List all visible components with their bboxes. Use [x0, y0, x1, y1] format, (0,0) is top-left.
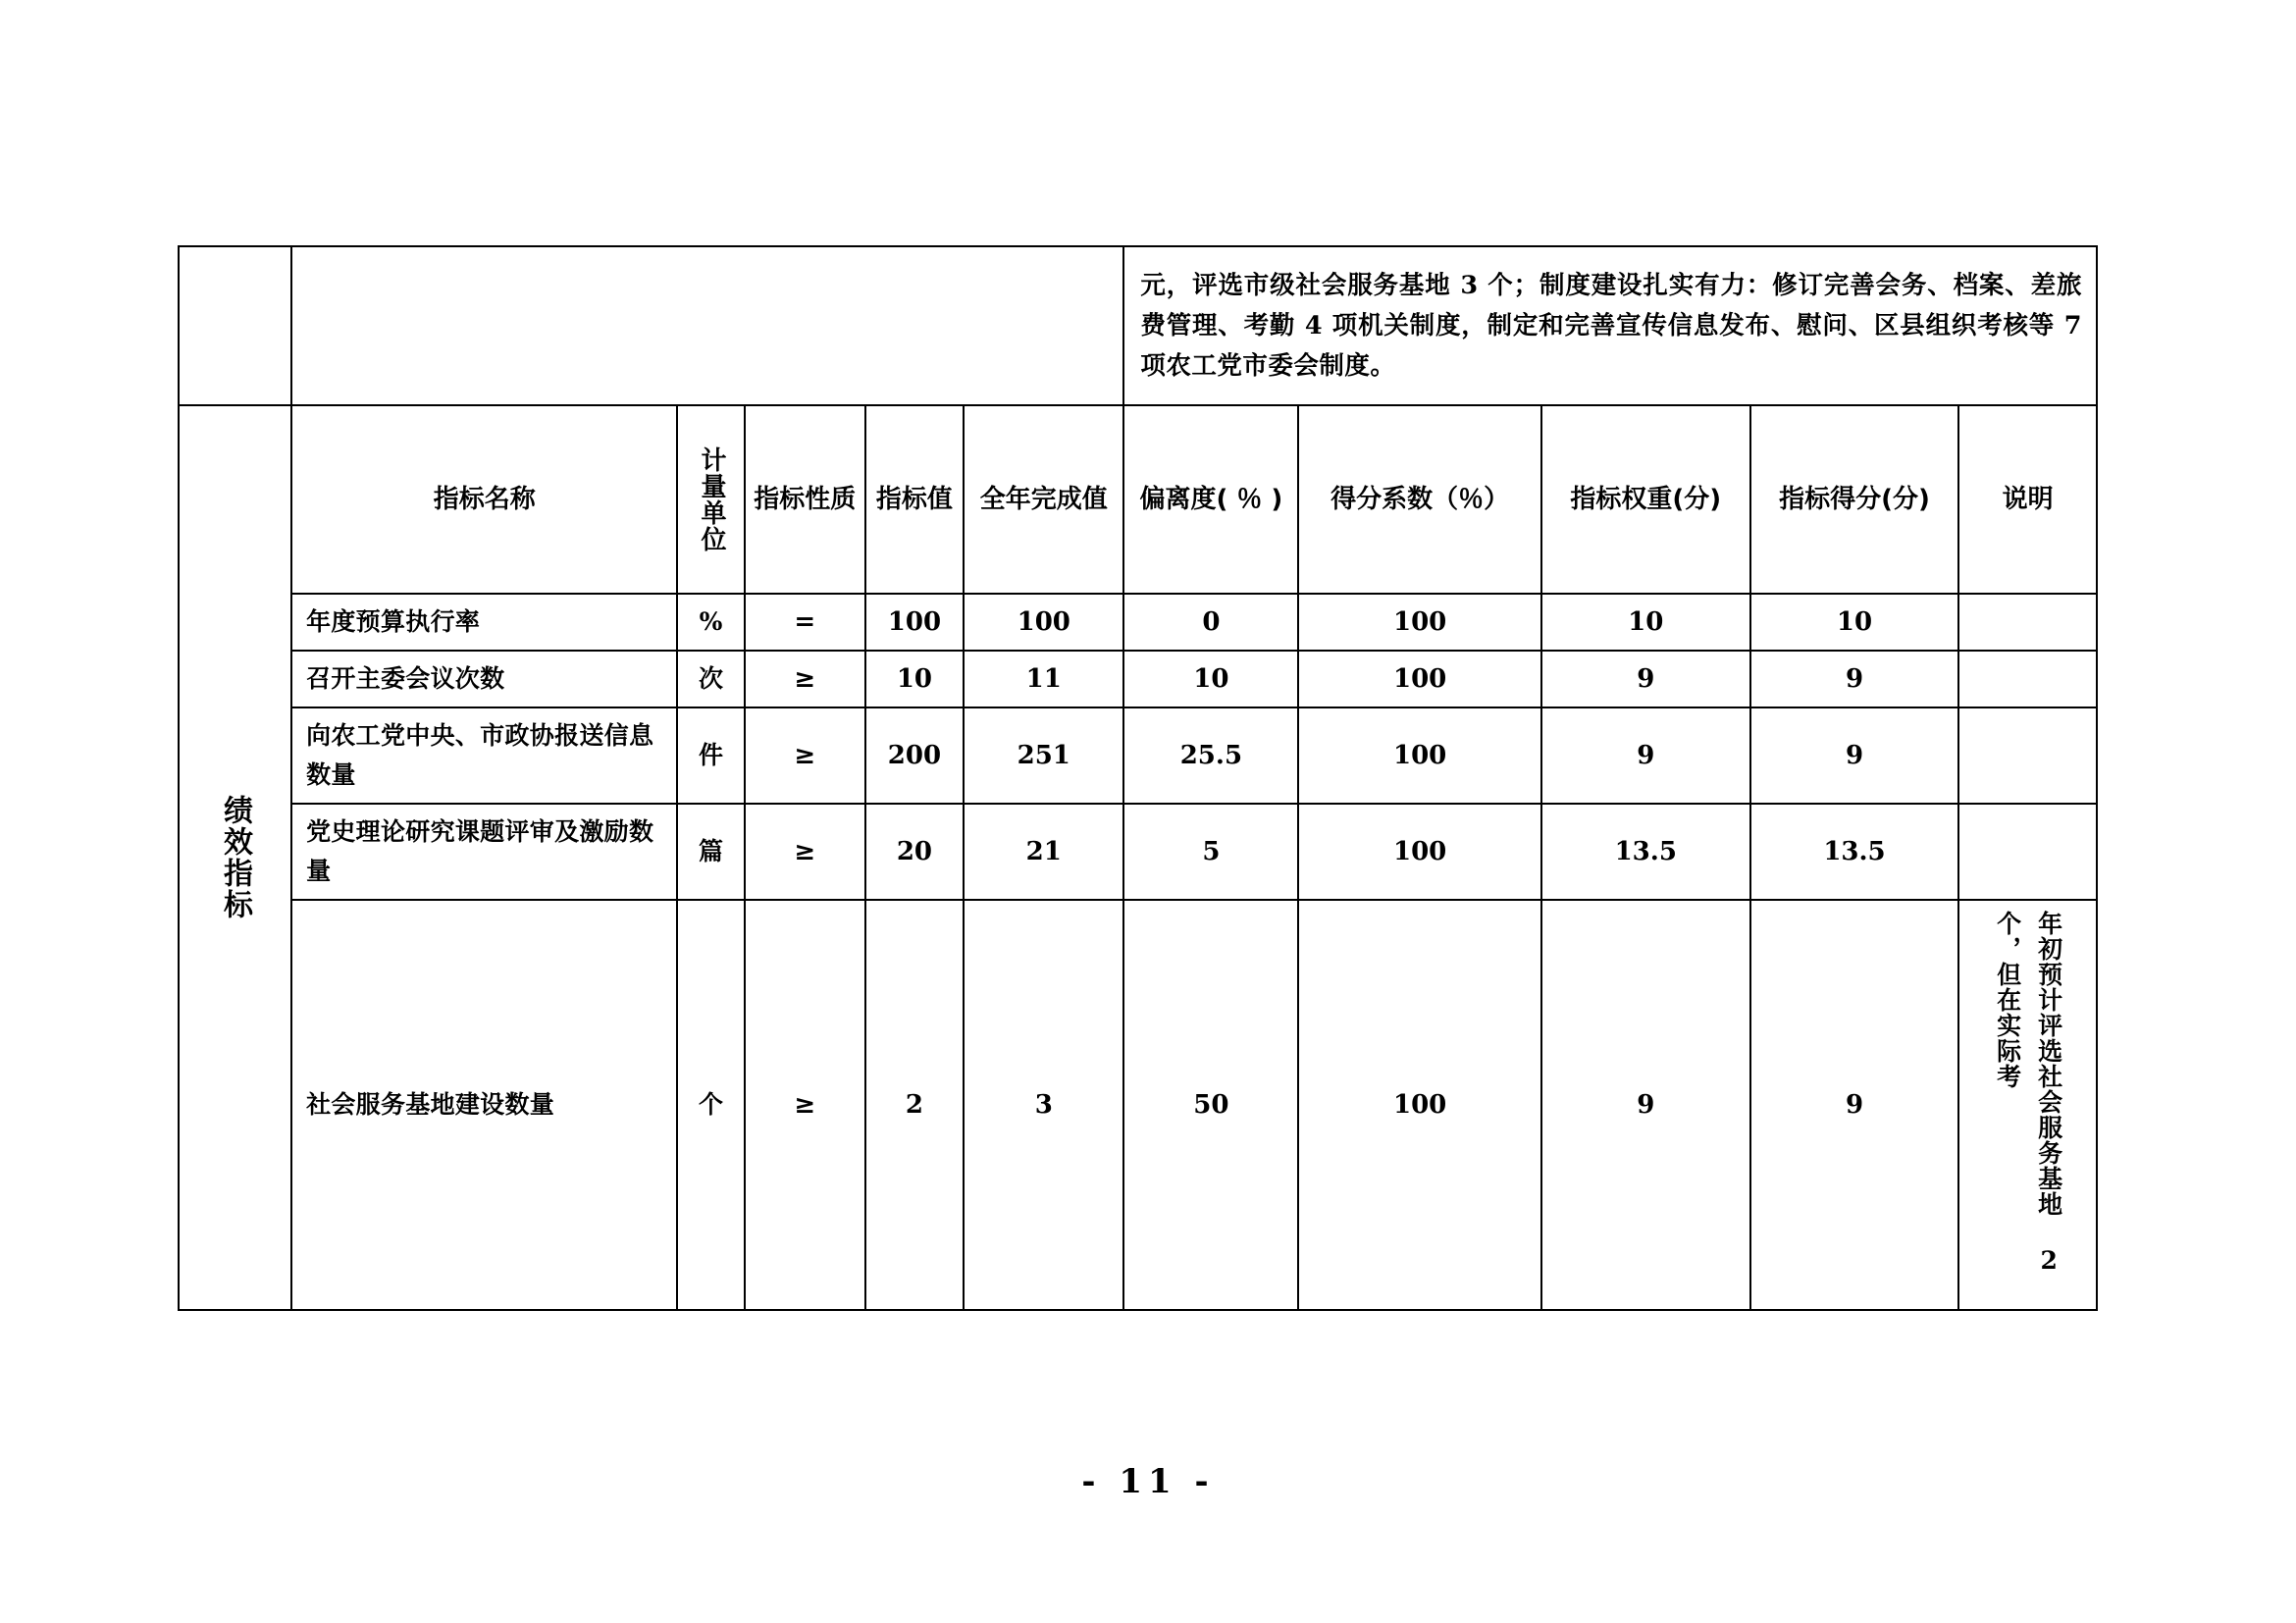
table-row	[179, 651, 2097, 707]
page-number: - 11 -	[1081, 1462, 1215, 1501]
cell-coefficient: 100	[1298, 804, 1541, 900]
cell-target: 200	[865, 707, 964, 804]
table-row	[179, 594, 2097, 651]
cell-deviation: 10	[1123, 651, 1298, 707]
table-header-row	[179, 405, 2097, 594]
cell-nature: ≥	[745, 707, 865, 804]
cell-unit: %	[677, 594, 744, 651]
cell-unit: 个	[677, 900, 744, 1310]
continuation-paragraph: 元，评选市级社会服务基地 3 个；制度建设扎实有力：修订完善会务、档案、差旅费管理、考勤 4 项机关制度，制定和完善宣传信息发布、慰问、区县组织考核等 7 项农工党市委会制度。	[1140, 270, 2082, 381]
cell-weight: 9	[1541, 651, 1750, 707]
cell-weight: 13.5	[1541, 804, 1750, 900]
performance-indicator-table	[178, 245, 2098, 1311]
cell-indicator-name: 召开主委会议次数	[291, 651, 677, 707]
cell-remark	[1958, 900, 2097, 1310]
cell-target: 20	[865, 804, 964, 900]
cell-score: 9	[1750, 651, 1959, 707]
cell-remark	[1958, 651, 2097, 707]
header-weight: 指标权重(分)	[1541, 405, 1750, 594]
cell-remark	[1958, 804, 2097, 900]
cell-actual: 251	[964, 707, 1123, 804]
cell-weight: 9	[1541, 900, 1750, 1310]
continuation-category-cell	[179, 246, 291, 405]
cell-nature: ≥	[745, 804, 865, 900]
table-row	[179, 707, 2097, 804]
cell-score: 9	[1750, 900, 1959, 1310]
cell-indicator-name: 年度预算执行率	[291, 594, 677, 651]
cell-coefficient: 100	[1298, 594, 1541, 651]
cell-actual: 100	[964, 594, 1123, 651]
remark-vertical-text: 年初预计评选社会服务基地 2 个，但在实际考	[1993, 911, 2063, 1276]
header-score-coefficient: 得分系数（％）	[1298, 405, 1541, 594]
cell-unit: 篇	[677, 804, 744, 900]
table-row	[179, 804, 2097, 900]
cell-weight: 10	[1541, 594, 1750, 651]
continuation-row	[179, 246, 2097, 405]
header-deviation: 偏离度( ％ )	[1123, 405, 1298, 594]
cell-remark	[1958, 707, 2097, 804]
cell-score: 9	[1750, 707, 1959, 804]
cell-coefficient: 100	[1298, 651, 1541, 707]
cell-deviation: 0	[1123, 594, 1298, 651]
cell-actual: 11	[964, 651, 1123, 707]
cell-unit: 件	[677, 707, 744, 804]
header-target-value: 指标值	[865, 405, 964, 594]
cell-indicator-name: 党史理论研究课题评审及激励数量	[291, 804, 677, 900]
cell-score: 10	[1750, 594, 1959, 651]
cell-actual: 21	[964, 804, 1123, 900]
category-cell	[179, 405, 291, 1310]
header-score: 指标得分(分)	[1750, 405, 1959, 594]
table-row	[179, 900, 2097, 1310]
cell-target: 2	[865, 900, 964, 1310]
cell-nature: ≥	[745, 651, 865, 707]
cell-indicator-name: 向农工党中央、市政协报送信息数量	[291, 707, 677, 804]
cell-target: 100	[865, 594, 964, 651]
cell-target: 10	[865, 651, 964, 707]
continuation-text-cell	[1123, 246, 2097, 405]
continuation-spacer-cell	[291, 246, 1123, 405]
header-annual-actual: 全年完成值	[964, 405, 1123, 594]
cell-actual: 3	[964, 900, 1123, 1310]
cell-deviation: 50	[1123, 900, 1298, 1310]
cell-weight: 9	[1541, 707, 1750, 804]
cell-score: 13.5	[1750, 804, 1959, 900]
cell-nature: ≥	[745, 900, 865, 1310]
cell-indicator-name: 社会服务基地建设数量	[291, 900, 677, 1310]
header-indicator-name: 指标名称	[291, 405, 677, 594]
category-label: 绩效指标	[218, 795, 253, 920]
header-remark: 说明	[1958, 405, 2097, 594]
cell-deviation: 25.5	[1123, 707, 1298, 804]
cell-nature: =	[745, 594, 865, 651]
cell-remark	[1958, 594, 2097, 651]
header-unit: 计量单位	[677, 405, 744, 594]
cell-unit: 次	[677, 651, 744, 707]
cell-coefficient: 100	[1298, 707, 1541, 804]
cell-deviation: 5	[1123, 804, 1298, 900]
header-nature: 指标性质	[745, 405, 865, 594]
cell-coefficient: 100	[1298, 900, 1541, 1310]
